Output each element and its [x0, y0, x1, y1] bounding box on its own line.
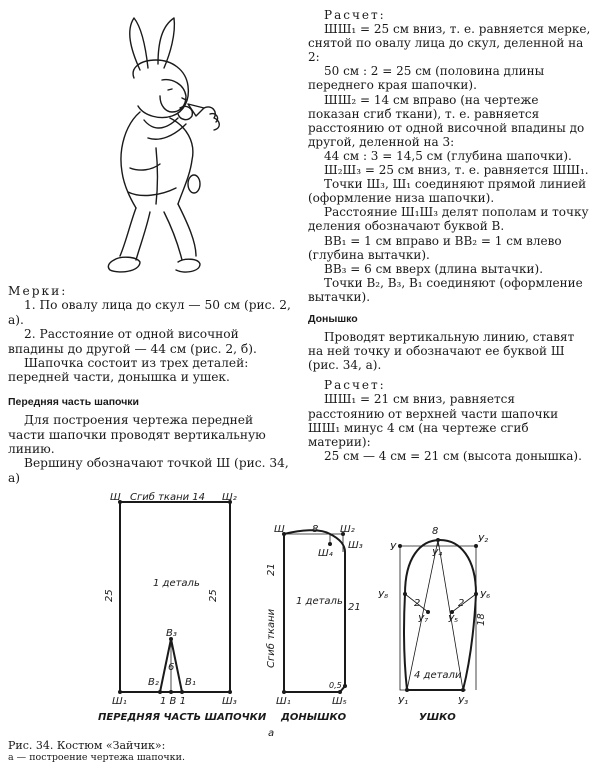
ear-y7-label: У₇ [418, 614, 429, 625]
front-sh1-label: Ш₁ [112, 696, 127, 707]
bottom-fold-label: Сгиб ткани [266, 608, 277, 668]
front-title: ПЕРЕДНЯЯ ЧАСТЬ ШАПОЧКИ [98, 712, 267, 723]
front-b3-label: В₃ [166, 628, 177, 639]
calc-line-4: 44 см : 3 = 14,5 см (глубина шапочки). [324, 148, 572, 163]
merki-item-1: 1. По овалу лица до скул — 50 см (рис. 2, а). [8, 298, 291, 327]
calc-line-5: Ш₂Ш₃ = 25 см вниз, т. е. равняется ШШ₁. [324, 163, 589, 178]
heading-bottom-part: Донышко [308, 312, 358, 325]
right-column [308, 8, 592, 463]
calc-line-11: ШШ₁ = 21 см вниз, равняется расстоянию от верхней части шапочки ШШ₁ минус 4 см (на чертеже сгиб материи): [308, 392, 559, 449]
bottom-corner-dim: 0,5 [329, 681, 342, 690]
bottom-part-drawing [284, 530, 345, 692]
front-right-dim: 25 [208, 589, 219, 602]
front-fold-label: Сгиб ткани 14 [130, 492, 206, 503]
merki-item-2: 2. Расстояние от одной височной впадины до другой — 44 см (рис. 2, б). [8, 327, 257, 356]
calc-line-9: ВВ₃ = 6 см вверх (длина вытачки). [324, 261, 544, 276]
front-b2-label: В₂ [148, 677, 159, 688]
calc-line-1: ШШ₁ = 25 см вниз, т. е. равняется мерке, снятой по овалу лица до скул, деленной на 2: [308, 22, 591, 65]
front-sh3-label: Ш₃ [222, 696, 237, 707]
ear-y6-label: У₆ [480, 590, 491, 601]
bottom-sh1-label: Ш₁ [276, 696, 291, 707]
front-center-label: 1 деталь [153, 578, 200, 589]
front-left-dim: 25 [104, 589, 115, 602]
ear-y-label: У [390, 542, 397, 553]
ear-y8-label: У₈ [378, 590, 389, 601]
figure-sublabel: а [268, 728, 275, 739]
ear-left-2: 2 [414, 598, 421, 609]
front-dart-dim: 6 [168, 662, 175, 673]
calc-line-10: Точки В₂, В₃, В₁ соединяют (оформление вытачки). [308, 275, 583, 304]
ear-drawing [404, 540, 476, 690]
ear-y4-label: У₄ [432, 548, 443, 559]
front-b1-label: В₁ [185, 677, 196, 688]
bottom-sh4-label: Ш₄ [318, 548, 333, 559]
calc-line-2: 50 см : 2 = 25 см (половина длины переднего края шапочки). [308, 64, 545, 93]
ear-title: УШКО [419, 712, 456, 723]
paragraph-bottom-1: Проводят вертикальную линию, ставят на ней точку и обозначают ее буквой Ш (рис. 34, а). [308, 330, 575, 373]
raschet-title-1: Расчет: [324, 8, 386, 22]
calc-line-8: ВВ₁ = 1 см вправо и ВВ₂ = 1 см влево (глубина вытачки). [308, 233, 562, 262]
ear-center-label: 4 детали [414, 670, 462, 681]
ear-right-2: 2 [458, 598, 465, 609]
figure-caption [8, 740, 185, 764]
paragraph-front-2: Вершину обозначают точкой Ш (рис. 34, а) [8, 456, 289, 485]
bottom-sh2-label: Ш₂ [340, 524, 355, 535]
paragraph-cap-parts: Шапочка состоит из трех деталей: передней части, донышка и ушек. [8, 356, 249, 385]
caption-line-1: Рис. 34. Костюм «Зайчик»: [8, 739, 166, 752]
bunny-costume-illustration [100, 8, 290, 283]
bottom-top-dim: 8 [312, 524, 319, 535]
bottom-left-dim: 21 [266, 563, 277, 576]
ear-y3-label: У₃ [458, 696, 469, 707]
paragraph-front-1: Для построения чертежа передней части шапочки проводят вертикальную линию. [8, 413, 266, 457]
bottom-sh3-label: Ш₃ [348, 540, 363, 551]
caption-line-2: а — построение чертежа шапочки. [8, 752, 185, 763]
front-b-row: 1 В 1 [160, 696, 186, 707]
bottom-center-label: 1 деталь [296, 596, 343, 607]
calc-line-7: Расстояние Ш₁Ш₃ делят пополам и точку деления обозначают буквой В. [308, 205, 589, 234]
merki-title: Мерки: [8, 284, 68, 298]
calc-line-12: 25 см — 4 см = 21 см (высота донышка). [324, 448, 582, 463]
left-column [8, 284, 291, 485]
bottom-sh5-label: Ш₅ [332, 696, 347, 707]
bottom-right-dim: 21 [348, 602, 361, 613]
ear-y1-label: У₁ [398, 696, 409, 707]
front-sh2-label: Ш₂ [222, 492, 237, 503]
heading-front-part: Передняя часть шапочки [8, 395, 139, 408]
pattern-drawings [0, 482, 600, 740]
bottom-title: ДОНЫШКО [281, 712, 347, 723]
ear-y2-label: У₂ [478, 534, 489, 545]
calc-line-6: Точки Ш₃, Ш₁ соединяют прямой линией (оформление низа шапочки). [308, 177, 587, 206]
calc-line-3: ШШ₂ = 14 см вправо (на чертеже показан сгиб ткани), т. е. равняется расстоянию от одной височной впадины до другой, деленной на 3: [308, 92, 585, 149]
ear-right-dim: 18 [476, 613, 487, 626]
ear-top-dim: 8 [432, 526, 439, 537]
front-sh-label: Ш [110, 492, 121, 503]
ear-y5-label: У₅ [448, 614, 459, 625]
raschet-title-2: Расчет: [324, 378, 386, 393]
bottom-sh-label: Ш [274, 524, 285, 535]
